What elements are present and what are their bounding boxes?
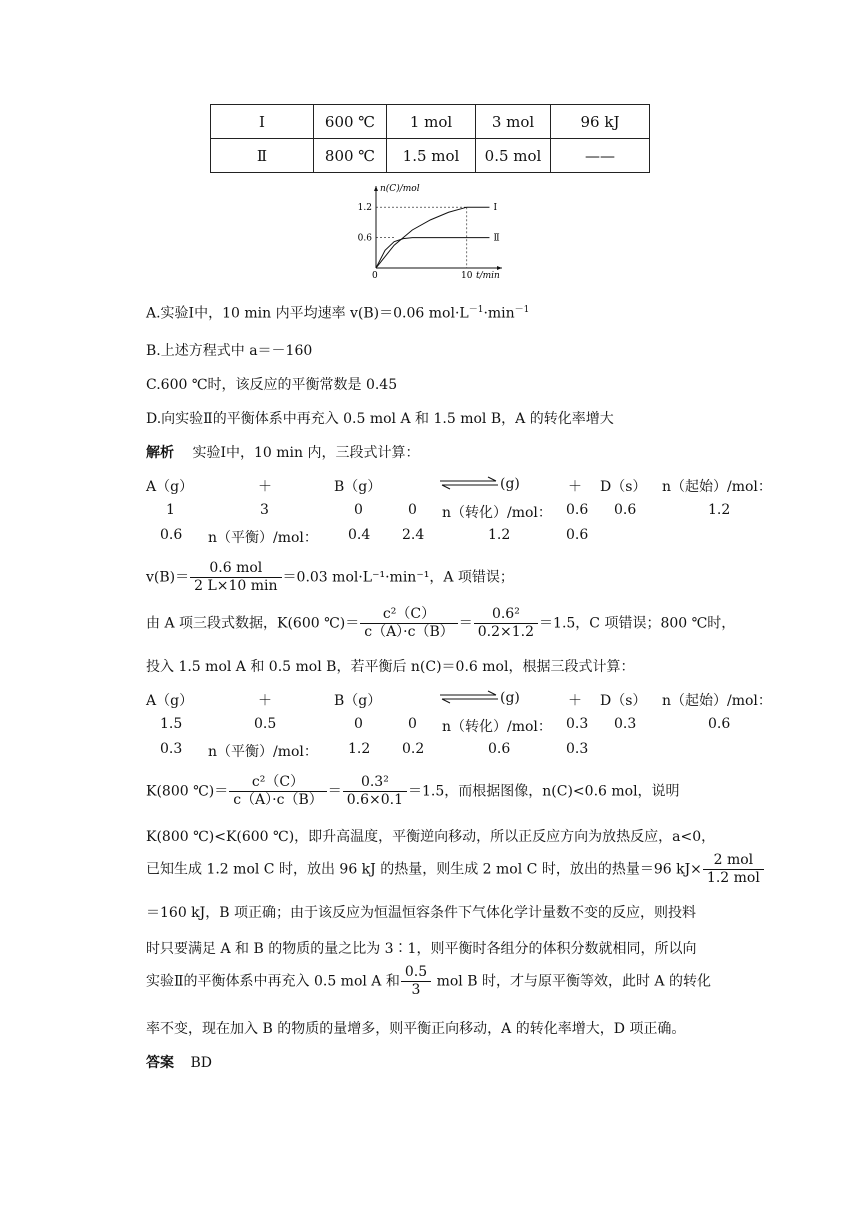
value: 0.3 (566, 716, 589, 732)
value: 0.6 (614, 502, 637, 518)
row-label-eq: n（平衡）/mol： (208, 744, 318, 760)
formula-text: ＝1.5，C 项错误；800 ℃时， (539, 615, 736, 632)
nc-time-chart (340, 180, 520, 280)
value: 0 (354, 716, 363, 732)
value: 0.6 (488, 741, 511, 757)
series-line-2 (376, 238, 489, 268)
species-c: (g) (500, 690, 520, 706)
table-cell: 0.5 mol (476, 139, 551, 173)
fraction (190, 560, 281, 595)
species-a: A（g） (146, 479, 194, 495)
answer-label: 答案 (146, 1055, 174, 1071)
plus-sign: ＋ (258, 479, 272, 495)
table-cell: Ⅰ (211, 105, 314, 139)
x-axis-arrow-icon (497, 266, 502, 270)
paragraph-line: K(800 ℃)<K(600 ℃)，即升高温度，平衡逆向移动，所以正反应方向为放热反应，a<0， (146, 829, 716, 845)
answer (146, 1052, 212, 1072)
table-cell: 600 ℃ (314, 105, 387, 139)
value: 1.2 (708, 502, 731, 518)
formula-text: 由 A 项三段式数据，K(600 ℃)＝ (146, 615, 360, 632)
denominator: 0.6×0.1 (346, 792, 404, 808)
paragraph-line: 投入 1.5 mol A 和 0.5 mol B，若平衡后 n(C)＝0.6 mol，根据三段式计算： (146, 659, 635, 675)
option-d: D.向实验Ⅱ的平衡体系中再充入 0.5 mol A 和 1.5 mol B，A 的转化率增大 (146, 411, 614, 427)
value: 0.5 (254, 716, 277, 732)
fraction (401, 964, 431, 999)
origin-label: 0 (372, 271, 378, 280)
series-label: Ⅰ (493, 203, 498, 214)
formula-text: mol B 时，才与原平衡等效，此时 A 的转化 (432, 973, 711, 990)
denominator: c（A）·c（B） (233, 792, 323, 808)
row-label-conv: n（转化）/mol： (442, 505, 552, 521)
paragraph-line-fraction (146, 964, 711, 999)
table-cell: 3 mol (476, 105, 551, 139)
value: 0.6 (160, 527, 183, 543)
value: 1.2 (348, 741, 371, 757)
table-cell: Ⅱ (211, 139, 314, 173)
species-d: D（s） (600, 693, 647, 709)
numerator: 2 mol (703, 852, 764, 870)
x-tick-label: 10 (461, 271, 473, 280)
y-tick-label: 1.2 (357, 203, 372, 214)
option-b: B.上述方程式中 a＝－160 (146, 343, 313, 359)
paragraph-line: 率不变，现在加入 B 的物质的量增多，则平衡正向移动，A 的转化率增大，D 项正确。 (146, 1021, 686, 1037)
y-tick-label: 0.6 (357, 233, 372, 244)
formula-text: ＝0.03 mol·L⁻¹·min⁻¹，A 项错误； (282, 569, 514, 586)
equilibrium-arrow-icon (438, 690, 500, 704)
fraction (703, 852, 764, 887)
value: 0.4 (348, 527, 371, 543)
analysis-label: 解析 (146, 445, 174, 461)
row-label-eq: n（平衡）/mol： (208, 530, 318, 546)
table-cell: 1 mol (387, 105, 476, 139)
table-cell: —— (551, 139, 650, 173)
value: 0.6 (566, 527, 589, 543)
species-d: D（s） (600, 479, 647, 495)
option-c: C.600 ℃时，该反应的平衡常数是 0.45 (146, 377, 398, 393)
formula-text: ＝ (458, 615, 473, 632)
species-b: B（g） (334, 479, 382, 495)
formula-text: K(800 ℃)＝ (146, 783, 229, 800)
value: 0.6 (708, 716, 731, 732)
analysis-intro (146, 442, 419, 462)
experiment-table (210, 104, 650, 173)
plus-sign: ＋ (258, 693, 272, 709)
denominator: c（A）·c（B） (364, 624, 454, 640)
analysis-intro-text: 实验Ⅰ中，10 min 内，三段式计算： (192, 445, 420, 461)
denominator: 2 L×10 min (194, 578, 278, 594)
fraction (229, 774, 327, 809)
k600-formula (146, 606, 735, 641)
superscript: －1 (514, 305, 530, 315)
table-row (211, 139, 650, 173)
table-row (211, 105, 650, 139)
value: 0.3 (160, 741, 183, 757)
plus-sign: ＋ (568, 479, 582, 495)
value: 0 (408, 502, 417, 518)
superscript: －1 (468, 305, 484, 315)
formula-text: 已知生成 1.2 mol C 时，放出 96 kJ 的热量，则生成 2 mol C 时，放出的热量＝96 kJ× (146, 861, 702, 878)
formula-text: ＝1.5，而根据图像，n(C)<0.6 mol，说明 (408, 783, 680, 800)
value: 3 (260, 502, 269, 518)
paragraph-line: ＝160 kJ，B 项正确；由于该反应为恒温恒容条件下气体化学计量数不变的反应，则投料 (146, 905, 697, 921)
numerator: 0.3² (343, 774, 407, 792)
table-cell: 96 kJ (551, 105, 650, 139)
species-c: (g) (500, 476, 520, 492)
x-axis-label: t/min (476, 271, 500, 280)
series-label: Ⅱ (493, 233, 500, 244)
option-a-text: A.实验Ⅰ中，10 min 内平均速率 v(B)＝0.06 mol·L (146, 305, 469, 322)
y-axis-arrow-icon (374, 186, 378, 191)
row-label-start: n（起始）/mol： (662, 479, 772, 495)
value: 1.2 (488, 527, 511, 543)
fraction (360, 606, 458, 641)
row-label-conv: n（转化）/mol： (442, 719, 552, 735)
fraction (474, 606, 538, 641)
formula-text: v(B)＝ (146, 569, 190, 586)
species-a: A（g） (146, 693, 194, 709)
y-axis-label: n(C)/mol (380, 184, 420, 194)
numerator: 0.6² (474, 606, 538, 624)
numerator: 0.6 mol (190, 560, 281, 578)
numerator: 0.5 (401, 964, 431, 982)
value: 0.6 (566, 502, 589, 518)
rate-formula (146, 560, 514, 595)
option-a-text: ·min (483, 305, 515, 322)
species-b: B（g） (334, 693, 382, 709)
row-label-start: n（起始）/mol： (662, 693, 772, 709)
equilibrium-arrow-icon (438, 476, 500, 490)
value: 0 (354, 502, 363, 518)
value: 0.3 (566, 741, 589, 757)
formula-text: 实验Ⅱ的平衡体系中再充入 0.5 mol A 和 (146, 973, 400, 990)
numerator: c²（C） (229, 774, 327, 792)
value: 1.5 (160, 716, 183, 732)
k800-formula (146, 774, 680, 809)
value: 0.2 (402, 741, 425, 757)
formula-text: ＝ (327, 783, 342, 800)
value: 1 (166, 502, 175, 518)
value: 0.3 (614, 716, 637, 732)
plus-sign: ＋ (568, 693, 582, 709)
value: 2.4 (402, 527, 425, 543)
answer-value: BD (190, 1055, 212, 1071)
numerator: c²（C） (360, 606, 458, 624)
table-cell: 800 ℃ (314, 139, 387, 173)
denominator: 0.2×1.2 (477, 624, 535, 640)
denominator: 1.2 mol (706, 870, 760, 886)
table-cell: 1.5 mol (387, 139, 476, 173)
denominator: 3 (411, 982, 421, 998)
option-a (146, 302, 529, 323)
heat-formula (146, 852, 765, 887)
fraction (343, 774, 407, 809)
paragraph-line: 时只要满足 A 和 B 的物质的量之比为 3∶1，则平衡时各组分的体积分数就相同，所以向 (146, 941, 697, 957)
value: 0 (408, 716, 417, 732)
